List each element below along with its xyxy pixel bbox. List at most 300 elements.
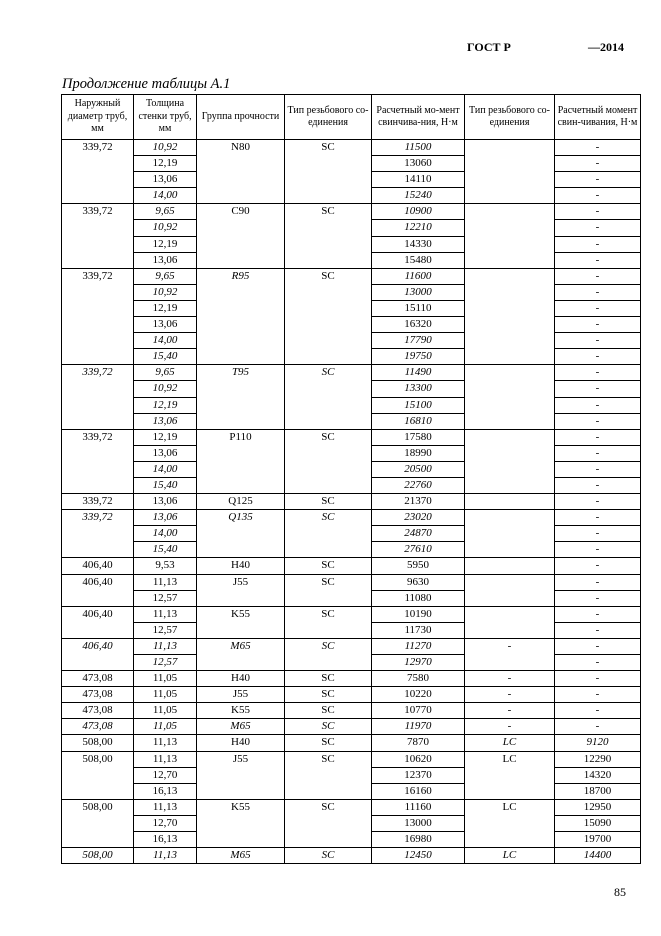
cell-thread-type — [285, 220, 372, 236]
cell-thread-type-2 — [465, 252, 555, 268]
cell-wall-thickness: 11,05 — [134, 719, 197, 735]
cell-wall-thickness: 10,92 — [134, 140, 197, 156]
cell-wall-thickness: 15,40 — [134, 477, 197, 493]
cell-strength-group — [197, 317, 285, 333]
cell-strength-group — [197, 815, 285, 831]
cell-wall-thickness: 12,19 — [134, 236, 197, 252]
cell-wall-thickness: 13,06 — [134, 172, 197, 188]
cell-wall-thickness: 12,19 — [134, 156, 197, 172]
cell-torque: 17580 — [372, 429, 465, 445]
cell-wall-thickness: 13,06 — [134, 445, 197, 461]
cell-strength-group — [197, 156, 285, 172]
cell-wall-thickness: 10,92 — [134, 381, 197, 397]
cell-diameter — [62, 655, 134, 671]
cell-torque: 16980 — [372, 832, 465, 848]
cell-thread-type-2 — [465, 622, 555, 638]
cell-torque: 12370 — [372, 767, 465, 783]
year-label: —2014 — [588, 40, 624, 54]
table-row — [62, 606, 641, 622]
cell-thread-type — [285, 349, 372, 365]
cell-thread-type-2 — [465, 333, 555, 349]
cell-wall-thickness: 12,57 — [134, 655, 197, 671]
cell-torque-2: - — [555, 349, 641, 365]
cell-torque: 27610 — [372, 542, 465, 558]
cell-thread-type — [285, 156, 372, 172]
cell-strength-group — [197, 300, 285, 316]
cell-wall-thickness: 13,06 — [134, 317, 197, 333]
table-row — [62, 638, 641, 654]
cell-wall-thickness: 14,00 — [134, 461, 197, 477]
col-header-thread-type-2: Тип резьбового со-единения — [465, 95, 555, 140]
cell-thread-type-2 — [465, 317, 555, 333]
cell-torque-2: - — [555, 188, 641, 204]
cell-thread-type: SC — [285, 799, 372, 815]
cell-torque: 11160 — [372, 799, 465, 815]
cell-torque: 7870 — [372, 735, 465, 751]
table-row — [62, 767, 641, 783]
cell-torque: 13000 — [372, 284, 465, 300]
cell-thread-type-2: LC — [465, 735, 555, 751]
cell-diameter — [62, 381, 134, 397]
table-row — [62, 510, 641, 526]
table-row — [62, 848, 641, 864]
cell-torque: 11970 — [372, 719, 465, 735]
cell-torque-2: - — [555, 397, 641, 413]
cell-torque: 11270 — [372, 638, 465, 654]
cell-wall-thickness: 14,00 — [134, 188, 197, 204]
cell-wall-thickness: 14,00 — [134, 526, 197, 542]
table-row — [62, 445, 641, 461]
table-row — [62, 671, 641, 687]
table-row — [62, 735, 641, 751]
cell-diameter — [62, 526, 134, 542]
cell-wall-thickness: 16,13 — [134, 832, 197, 848]
cell-thread-type-2 — [465, 590, 555, 606]
cell-torque: 22760 — [372, 477, 465, 493]
cell-thread-type-2 — [465, 815, 555, 831]
cell-torque-2: 18700 — [555, 783, 641, 799]
cell-torque-2: - — [555, 284, 641, 300]
cell-diameter: 473,08 — [62, 719, 134, 735]
cell-strength-group — [197, 349, 285, 365]
cell-thread-type-2 — [465, 268, 555, 284]
cell-thread-type — [285, 542, 372, 558]
cell-thread-type-2: LC — [465, 799, 555, 815]
table-body — [62, 140, 641, 864]
cell-strength-group — [197, 622, 285, 638]
cell-diameter — [62, 252, 134, 268]
cell-torque-2: - — [555, 622, 641, 638]
cell-strength-group: C90 — [197, 204, 285, 220]
cell-diameter — [62, 783, 134, 799]
cell-torque-2: - — [555, 300, 641, 316]
cell-thread-type-2: - — [465, 671, 555, 687]
cell-thread-type: SC — [285, 671, 372, 687]
cell-diameter: 473,08 — [62, 671, 134, 687]
table-row — [62, 461, 641, 477]
cell-thread-type: SC — [285, 751, 372, 767]
cell-torque-2: - — [555, 558, 641, 574]
table-row — [62, 156, 641, 172]
table-row — [62, 300, 641, 316]
cell-diameter: 508,00 — [62, 848, 134, 864]
cell-thread-type — [285, 655, 372, 671]
cell-thread-type-2 — [465, 461, 555, 477]
cell-thread-type — [285, 622, 372, 638]
cell-strength-group — [197, 783, 285, 799]
cell-strength-group — [197, 655, 285, 671]
cell-torque-2: 9120 — [555, 735, 641, 751]
table-row — [62, 365, 641, 381]
cell-diameter: 339,72 — [62, 140, 134, 156]
cell-torque-2: - — [555, 719, 641, 735]
cell-strength-group: J55 — [197, 574, 285, 590]
cell-strength-group: K55 — [197, 799, 285, 815]
cell-thread-type: SC — [285, 268, 372, 284]
table-row — [62, 526, 641, 542]
cell-thread-type-2 — [465, 156, 555, 172]
cell-thread-type — [285, 477, 372, 493]
cell-torque: 12450 — [372, 848, 465, 864]
cell-diameter: 508,00 — [62, 751, 134, 767]
cell-wall-thickness: 11,05 — [134, 703, 197, 719]
cell-thread-type — [285, 783, 372, 799]
cell-strength-group: M65 — [197, 638, 285, 654]
cell-torque: 14330 — [372, 236, 465, 252]
cell-wall-thickness: 11,13 — [134, 638, 197, 654]
cell-strength-group — [197, 477, 285, 493]
cell-wall-thickness: 11,13 — [134, 735, 197, 751]
cell-diameter: 406,40 — [62, 558, 134, 574]
cell-thread-type — [285, 317, 372, 333]
cell-wall-thickness: 12,19 — [134, 429, 197, 445]
cell-wall-thickness: 12,19 — [134, 300, 197, 316]
cell-thread-type — [285, 413, 372, 429]
cell-wall-thickness: 12,70 — [134, 815, 197, 831]
cell-thread-type-2 — [465, 381, 555, 397]
cell-thread-type-2 — [465, 284, 555, 300]
cell-thread-type-2 — [465, 140, 555, 156]
cell-torque: 16160 — [372, 783, 465, 799]
cell-torque-2: - — [555, 140, 641, 156]
cell-torque-2: - — [555, 590, 641, 606]
cell-thread-type — [285, 767, 372, 783]
table-row — [62, 687, 641, 703]
cell-torque: 14110 — [372, 172, 465, 188]
cell-torque-2: - — [555, 317, 641, 333]
col-header-diameter: Наружный диаметр труб, мм — [62, 95, 134, 140]
cell-wall-thickness: 13,06 — [134, 494, 197, 510]
cell-thread-type-2 — [465, 832, 555, 848]
cell-torque-2: - — [555, 671, 641, 687]
table-row — [62, 397, 641, 413]
cell-torque: 12970 — [372, 655, 465, 671]
table-row — [62, 719, 641, 735]
cell-strength-group — [197, 461, 285, 477]
cell-thread-type: SC — [285, 510, 372, 526]
cell-thread-type — [285, 526, 372, 542]
cell-diameter — [62, 832, 134, 848]
cell-torque-2: 15090 — [555, 815, 641, 831]
cell-strength-group: J55 — [197, 687, 285, 703]
cell-thread-type: SC — [285, 848, 372, 864]
cell-strength-group — [197, 590, 285, 606]
table-row — [62, 413, 641, 429]
cell-torque: 15480 — [372, 252, 465, 268]
cell-strength-group: H40 — [197, 671, 285, 687]
cell-thread-type-2 — [465, 204, 555, 220]
table-row — [62, 783, 641, 799]
cell-torque-2: - — [555, 574, 641, 590]
table-row — [62, 574, 641, 590]
cell-torque-2: - — [555, 429, 641, 445]
table-row — [62, 429, 641, 445]
cell-torque-2: - — [555, 156, 641, 172]
cell-strength-group — [197, 252, 285, 268]
cell-strength-group: K55 — [197, 606, 285, 622]
cell-thread-type: SC — [285, 204, 372, 220]
cell-thread-type — [285, 590, 372, 606]
table-row — [62, 494, 641, 510]
cell-wall-thickness: 11,05 — [134, 687, 197, 703]
cell-diameter — [62, 172, 134, 188]
table-row — [62, 622, 641, 638]
cell-strength-group — [197, 236, 285, 252]
table-row — [62, 188, 641, 204]
cell-thread-type — [285, 284, 372, 300]
cell-wall-thickness: 11,13 — [134, 751, 197, 767]
cell-torque-2: - — [555, 687, 641, 703]
cell-thread-type-2: LC — [465, 751, 555, 767]
cell-thread-type: SC — [285, 719, 372, 735]
cell-diameter: 473,08 — [62, 703, 134, 719]
cell-thread-type-2 — [465, 172, 555, 188]
cell-diameter: 339,72 — [62, 429, 134, 445]
table-row — [62, 172, 641, 188]
cell-thread-type: SC — [285, 606, 372, 622]
cell-torque: 21370 — [372, 494, 465, 510]
cell-thread-type-2 — [465, 574, 555, 590]
cell-torque: 16320 — [372, 317, 465, 333]
cell-wall-thickness: 15,40 — [134, 349, 197, 365]
cell-thread-type — [285, 236, 372, 252]
cell-thread-type: SC — [285, 687, 372, 703]
cell-strength-group: N80 — [197, 140, 285, 156]
col-header-strength-group: Группа прочности — [197, 95, 285, 140]
cell-torque: 20500 — [372, 461, 465, 477]
cell-diameter — [62, 461, 134, 477]
table-row — [62, 252, 641, 268]
cell-strength-group — [197, 767, 285, 783]
cell-thread-type — [285, 333, 372, 349]
cell-thread-type: SC — [285, 558, 372, 574]
cell-diameter: 406,40 — [62, 574, 134, 590]
cell-thread-type-2: - — [465, 719, 555, 735]
cell-thread-type: SC — [285, 494, 372, 510]
cell-torque: 23020 — [372, 510, 465, 526]
cell-strength-group: P110 — [197, 429, 285, 445]
cell-torque: 11080 — [372, 590, 465, 606]
cell-strength-group — [197, 333, 285, 349]
cell-torque-2: - — [555, 526, 641, 542]
cell-diameter — [62, 188, 134, 204]
cell-thread-type-2 — [465, 510, 555, 526]
cell-strength-group: M65 — [197, 719, 285, 735]
col-header-thread-type: Тип резьбового со-единения — [285, 95, 372, 140]
cell-thread-type-2 — [465, 526, 555, 542]
table-header-row — [62, 95, 641, 140]
cell-strength-group: H40 — [197, 735, 285, 751]
cell-torque-2: - — [555, 606, 641, 622]
cell-torque: 10620 — [372, 751, 465, 767]
cell-diameter: 473,08 — [62, 687, 134, 703]
cell-thread-type-2 — [465, 767, 555, 783]
cell-wall-thickness: 10,92 — [134, 220, 197, 236]
cell-wall-thickness: 12,19 — [134, 397, 197, 413]
cell-thread-type — [285, 172, 372, 188]
cell-strength-group: Q125 — [197, 494, 285, 510]
cell-thread-type: SC — [285, 735, 372, 751]
cell-wall-thickness: 13,06 — [134, 252, 197, 268]
cell-torque: 11490 — [372, 365, 465, 381]
cell-thread-type-2 — [465, 236, 555, 252]
cell-diameter: 406,40 — [62, 606, 134, 622]
table-row — [62, 236, 641, 252]
cell-thread-type: SC — [285, 429, 372, 445]
col-header-torque: Расчетный мо-мент свинчива-ния, Н·м — [372, 95, 465, 140]
cell-torque-2: - — [555, 252, 641, 268]
table-row — [62, 799, 641, 815]
cell-torque-2: - — [555, 204, 641, 220]
cell-diameter — [62, 542, 134, 558]
cell-strength-group — [197, 413, 285, 429]
cell-diameter — [62, 477, 134, 493]
cell-thread-type-2 — [465, 494, 555, 510]
table-row — [62, 542, 641, 558]
cell-diameter: 508,00 — [62, 799, 134, 815]
cell-torque-2: - — [555, 381, 641, 397]
cell-strength-group: J55 — [197, 751, 285, 767]
cell-diameter — [62, 815, 134, 831]
table-row — [62, 317, 641, 333]
cell-torque: 11500 — [372, 140, 465, 156]
cell-thread-type-2 — [465, 300, 555, 316]
table-row — [62, 349, 641, 365]
cell-thread-type-2 — [465, 349, 555, 365]
cell-thread-type-2: - — [465, 703, 555, 719]
table-row — [62, 284, 641, 300]
cell-thread-type — [285, 381, 372, 397]
cell-diameter — [62, 767, 134, 783]
cell-diameter — [62, 413, 134, 429]
cell-diameter — [62, 317, 134, 333]
cell-torque: 11600 — [372, 268, 465, 284]
cell-diameter — [62, 333, 134, 349]
cell-torque: 24870 — [372, 526, 465, 542]
cell-torque: 13060 — [372, 156, 465, 172]
cell-torque-2: - — [555, 220, 641, 236]
cell-thread-type-2 — [465, 188, 555, 204]
cell-torque-2: - — [555, 268, 641, 284]
cell-strength-group: H40 — [197, 558, 285, 574]
cell-wall-thickness: 9,53 — [134, 558, 197, 574]
cell-torque: 11730 — [372, 622, 465, 638]
cell-wall-thickness: 9,65 — [134, 204, 197, 220]
cell-strength-group — [197, 381, 285, 397]
cell-strength-group: R95 — [197, 268, 285, 284]
cell-thread-type-2: - — [465, 638, 555, 654]
cell-thread-type-2: LC — [465, 848, 555, 864]
cell-torque-2: - — [555, 365, 641, 381]
table-caption: Продолжение таблицы А.1 — [62, 76, 231, 92]
col-header-wall-thickness: Толщина стенки труб, мм — [134, 95, 197, 140]
cell-strength-group — [197, 284, 285, 300]
cell-strength-group: K55 — [197, 703, 285, 719]
cell-wall-thickness: 13,06 — [134, 510, 197, 526]
cell-torque-2: - — [555, 638, 641, 654]
cell-diameter — [62, 220, 134, 236]
cell-diameter: 339,72 — [62, 510, 134, 526]
cell-thread-type: SC — [285, 140, 372, 156]
cell-torque-2: 14320 — [555, 767, 641, 783]
cell-thread-type-2 — [465, 429, 555, 445]
cell-torque: 19750 — [372, 349, 465, 365]
page-number: 85 — [614, 885, 626, 899]
cell-diameter: 339,72 — [62, 365, 134, 381]
cell-diameter — [62, 236, 134, 252]
table-row — [62, 204, 641, 220]
cell-thread-type-2 — [465, 477, 555, 493]
cell-strength-group — [197, 445, 285, 461]
standard-label: ГОСТ Р — [467, 40, 511, 54]
cell-torque: 15110 — [372, 300, 465, 316]
cell-diameter: 508,00 — [62, 735, 134, 751]
cell-torque: 13300 — [372, 381, 465, 397]
cell-strength-group — [197, 832, 285, 848]
cell-torque-2: 12290 — [555, 751, 641, 767]
cell-torque-2: - — [555, 655, 641, 671]
cell-thread-type — [285, 188, 372, 204]
cell-thread-type — [285, 461, 372, 477]
cell-torque: 17790 — [372, 333, 465, 349]
cell-thread-type — [285, 300, 372, 316]
cell-strength-group — [197, 542, 285, 558]
cell-torque-2: - — [555, 445, 641, 461]
cell-strength-group: T95 — [197, 365, 285, 381]
cell-torque: 15100 — [372, 397, 465, 413]
cell-wall-thickness: 9,65 — [134, 268, 197, 284]
cell-torque: 10900 — [372, 204, 465, 220]
cell-thread-type — [285, 252, 372, 268]
cell-thread-type-2 — [465, 397, 555, 413]
cell-thread-type: SC — [285, 703, 372, 719]
table-row — [62, 815, 641, 831]
cell-diameter — [62, 445, 134, 461]
cell-strength-group — [197, 220, 285, 236]
cell-torque: 5950 — [372, 558, 465, 574]
cell-torque-2: 14400 — [555, 848, 641, 864]
table-row — [62, 751, 641, 767]
cell-thread-type-2 — [465, 365, 555, 381]
cell-thread-type-2 — [465, 558, 555, 574]
table-row — [62, 558, 641, 574]
cell-torque-2: 19700 — [555, 832, 641, 848]
cell-torque: 10770 — [372, 703, 465, 719]
cell-diameter — [62, 397, 134, 413]
cell-wall-thickness: 14,00 — [134, 333, 197, 349]
table-row — [62, 590, 641, 606]
cell-torque-2: - — [555, 703, 641, 719]
